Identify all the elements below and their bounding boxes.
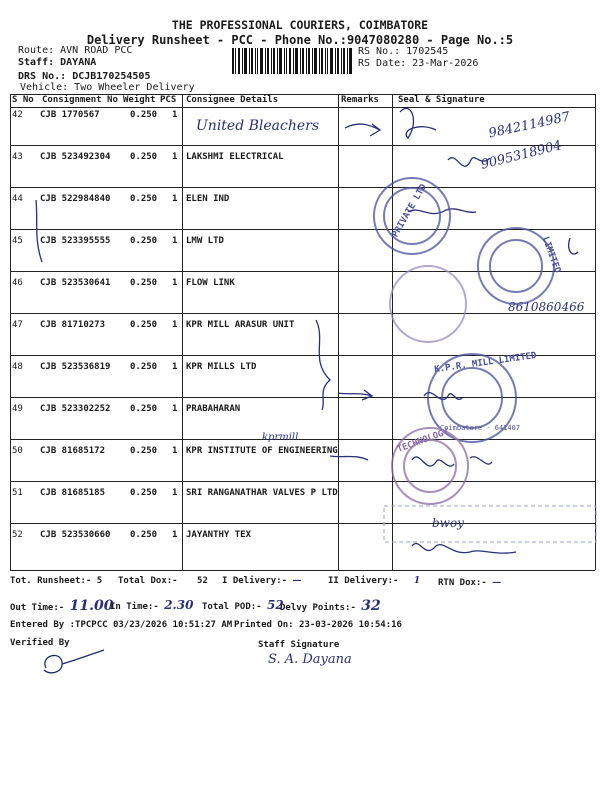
col-consignee: Consignee Details bbox=[186, 95, 279, 105]
i-delivery-value: — bbox=[292, 576, 302, 586]
row-pcs: 1 bbox=[172, 530, 178, 540]
row-weight: 0.250 bbox=[130, 236, 158, 246]
in-time-label: In Time:- bbox=[110, 602, 159, 612]
row-pcs: 1 bbox=[172, 236, 178, 246]
row-weight: 0.250 bbox=[130, 404, 158, 414]
row-pcs: 1 bbox=[172, 110, 178, 120]
row-sno: 45 bbox=[12, 236, 23, 246]
row-weight: 0.250 bbox=[130, 278, 158, 288]
row-consignee: JAYANTHY TEX bbox=[186, 530, 252, 540]
col-remarks: Remarks bbox=[341, 95, 379, 105]
kpr-mill-stamp-inner bbox=[442, 368, 502, 428]
row-sno: 43 bbox=[12, 152, 23, 162]
rtn-dox-value: — bbox=[492, 578, 502, 588]
row-pcs: 1 bbox=[172, 404, 178, 414]
rtn-dox-label: RTN Dox:- bbox=[438, 578, 487, 588]
ii-delivery-label: II Delivery:- bbox=[328, 576, 399, 586]
row-consignee: KPR INSTITUTE OF ENGINEERING bbox=[186, 446, 338, 456]
col-seal: Seal & Signature bbox=[398, 95, 485, 105]
row-consignment: CJB 1770567 bbox=[40, 110, 100, 120]
printed-on: Printed On: 23-03-2026 10:54:16 bbox=[234, 620, 402, 630]
handwritten-phone: 8610860466 bbox=[508, 300, 585, 314]
row-consignment: CJB 81685185 bbox=[40, 488, 106, 498]
rtn-dox bbox=[438, 578, 501, 588]
rs-number: RS No.: 1702545 bbox=[358, 46, 449, 57]
row-consignment: CJB 523530660 bbox=[40, 530, 111, 540]
handwritten-note: kprmill bbox=[262, 432, 299, 443]
rs-date: RS Date: 23-Mar-2026 bbox=[358, 58, 479, 69]
row-weight: 0.250 bbox=[130, 530, 158, 540]
row-consignment: CJB 523530641 bbox=[40, 278, 111, 288]
row-weight: 0.250 bbox=[130, 446, 158, 456]
row-sno: 44 bbox=[12, 194, 23, 204]
route: Route: AVN ROAD PCC bbox=[18, 45, 133, 56]
row-consignment: CJB 523536819 bbox=[40, 362, 111, 372]
row-pcs: 1 bbox=[172, 446, 178, 456]
row-consignment: CJB 81685172 bbox=[40, 446, 106, 456]
handwritten-consignee: United Bleachers bbox=[196, 118, 320, 134]
stamp-text: TECHNOLOGY bbox=[395, 427, 451, 455]
row-consignee: KPR MILL ARASUR UNIT bbox=[186, 320, 295, 330]
row-consignment: CJB 81710273 bbox=[40, 320, 106, 330]
row-sno: 42 bbox=[12, 110, 23, 120]
row-sno: 49 bbox=[12, 404, 23, 414]
col-pcs: PCS bbox=[160, 95, 177, 105]
row-consignee: LMW LTD bbox=[186, 236, 224, 246]
row-consignment: CJB 523492304 bbox=[40, 152, 111, 162]
stamp-text: Coimbatore - 641407 bbox=[440, 424, 521, 432]
row-weight: 0.250 bbox=[130, 152, 158, 162]
row-consignment: CJB 523395555 bbox=[40, 236, 111, 246]
company-stamp-faded bbox=[390, 266, 466, 342]
out-time-label: Out Time:- bbox=[10, 603, 65, 613]
total-dox-value: 52 bbox=[197, 576, 208, 586]
row-sno: 52 bbox=[12, 530, 23, 540]
row-consignment: CJB 522984840 bbox=[40, 194, 111, 204]
out-time-value: 11.00 bbox=[69, 598, 114, 614]
ii-delivery-value: 1 bbox=[413, 576, 421, 586]
row-consignee: PRABAHARAN bbox=[186, 404, 241, 414]
row-pcs: 1 bbox=[172, 152, 178, 162]
handwritten-phone: 9842114987 bbox=[487, 109, 572, 142]
col-sno: S No bbox=[12, 95, 34, 105]
stamp-text: LIMITED bbox=[539, 235, 563, 275]
stamp-text: K.P.R. MILL LIMITED bbox=[433, 350, 538, 376]
stamp-text: PRIVATE LTD bbox=[390, 182, 430, 240]
out-time bbox=[10, 598, 113, 614]
total-runsheet bbox=[10, 576, 102, 586]
row-sno: 50 bbox=[12, 446, 23, 456]
delvy-points bbox=[280, 598, 381, 614]
company-stamp-2-inner bbox=[490, 240, 542, 292]
handwritten-phone: 9095318904 bbox=[479, 138, 564, 173]
delvy-points-label: Delvy Points:- bbox=[280, 603, 356, 613]
col-weight: Weight bbox=[123, 95, 156, 105]
row-weight: 0.250 bbox=[130, 194, 158, 204]
company-name: THE PROFESSIONAL COURIERS, COIMBATORE bbox=[171, 18, 429, 32]
row-pcs: 1 bbox=[172, 362, 178, 372]
row-weight: 0.250 bbox=[130, 488, 158, 498]
row-consignee: KPR MILLS LTD bbox=[186, 362, 257, 372]
entered-by: Entered By :TPCPCC 03/23/2026 10:51:27 AM bbox=[10, 620, 233, 630]
handwritten-note: bwoy bbox=[432, 516, 464, 530]
i-delivery-label: I Delivery:- bbox=[222, 576, 288, 586]
in-time-value: 2.30 bbox=[164, 598, 194, 612]
row-weight: 0.250 bbox=[130, 362, 158, 372]
ii-delivery bbox=[328, 576, 420, 586]
row-weight: 0.250 bbox=[130, 320, 158, 330]
total-dox-label: Total Dox:- bbox=[118, 576, 178, 586]
row-pcs: 1 bbox=[172, 194, 178, 204]
row-pcs: 1 bbox=[172, 320, 178, 330]
row-pcs: 1 bbox=[172, 488, 178, 498]
row-sno: 46 bbox=[12, 278, 23, 288]
total-pod-value: 52 bbox=[267, 598, 284, 612]
total-pod-label: Total POD:- bbox=[202, 602, 262, 612]
total-dox bbox=[118, 576, 208, 586]
rubber-stamp-box bbox=[384, 506, 596, 542]
staff-signature-mark bbox=[44, 650, 104, 673]
total-pod bbox=[202, 598, 284, 612]
staff-signature-hand: S. A. Dayana bbox=[268, 652, 352, 667]
staff-signature-label: Staff Signature bbox=[258, 640, 340, 650]
verified-by: Verified By bbox=[10, 638, 70, 648]
runsheet-title: Delivery Runsheet - PCC - Phone No.:9047080280 - Page No.:5 bbox=[86, 33, 514, 47]
vehicle: Vehicle: Two Wheeler Delivery bbox=[20, 82, 195, 93]
total-runsheet-label: Tot. Runsheet:- bbox=[10, 576, 92, 586]
delvy-points-value: 32 bbox=[361, 598, 381, 614]
signature-scribble bbox=[36, 108, 578, 553]
row-pcs: 1 bbox=[172, 278, 178, 288]
row-consignee: LAKSHMI ELECTRICAL bbox=[186, 152, 284, 162]
staff: Staff: DAYANA bbox=[18, 57, 97, 68]
row-consignee: SRI RANGANATHAR VALVES P LTD bbox=[186, 488, 338, 498]
row-sno: 48 bbox=[12, 362, 23, 372]
in-time bbox=[110, 598, 193, 612]
i-delivery bbox=[222, 576, 301, 586]
row-consignee: FLOW LINK bbox=[186, 278, 235, 288]
row-sno: 51 bbox=[12, 488, 23, 498]
row-weight: 0.250 bbox=[130, 110, 158, 120]
total-runsheet-value: 5 bbox=[96, 576, 103, 586]
drs-value: DCJB170254505 bbox=[72, 71, 151, 82]
row-consignee: ELEN IND bbox=[186, 194, 230, 204]
row-consignment: CJB 523302252 bbox=[40, 404, 111, 414]
drs-label: DRS No.: bbox=[18, 71, 67, 82]
row-sno: 47 bbox=[12, 320, 23, 330]
col-consignment: Consignment No bbox=[42, 95, 118, 105]
